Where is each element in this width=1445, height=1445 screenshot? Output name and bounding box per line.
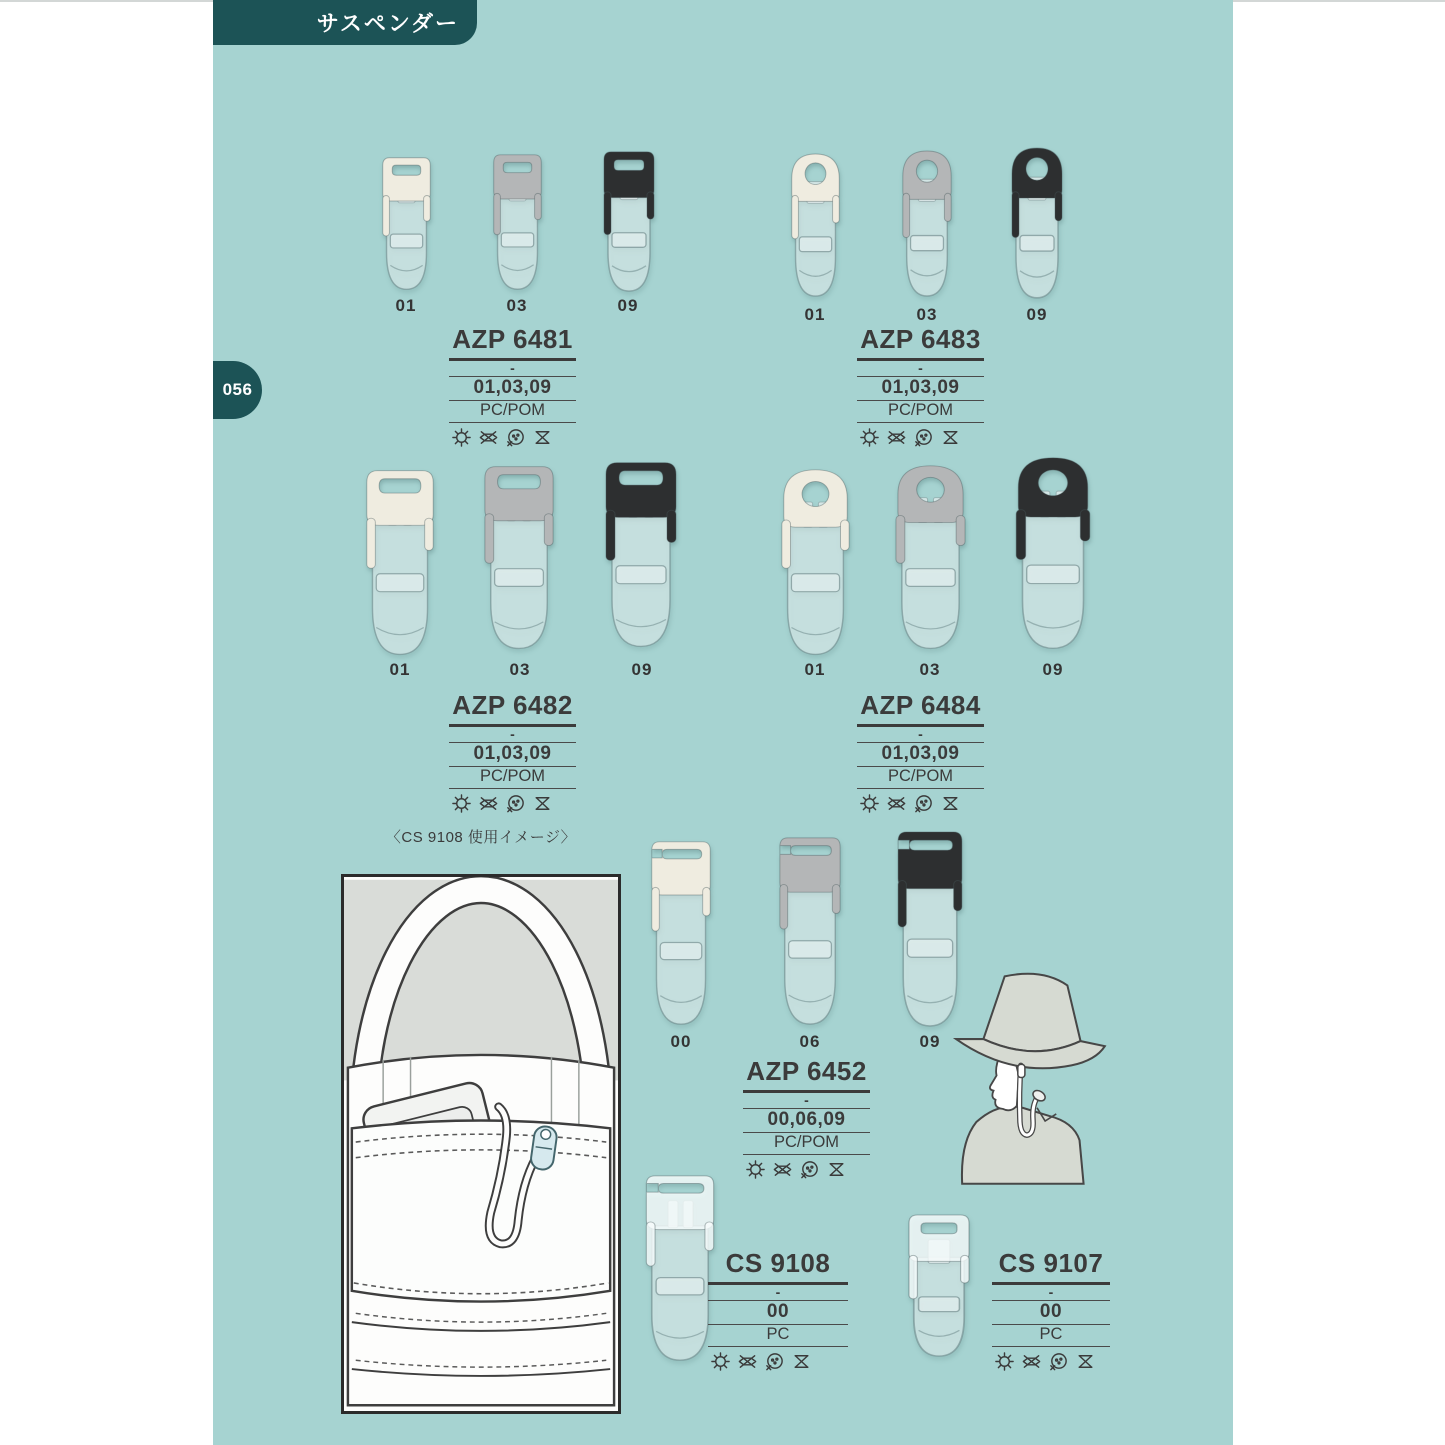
product-dash: - — [449, 361, 576, 377]
product-material: PC/POM — [449, 767, 576, 789]
variant-label: 03 — [919, 660, 941, 679]
section-header-tab — [213, 0, 477, 45]
hat-line-art — [948, 968, 1120, 1186]
usage-illustration-hat — [948, 968, 1120, 1186]
crossed-care-icon — [791, 1351, 812, 1372]
product-code: AZP 6482 — [449, 690, 576, 727]
product-info-azp6452 — [743, 1056, 870, 1180]
variant-label: 01 — [395, 296, 417, 315]
product-photo-azp6481-03 — [489, 152, 546, 293]
product-color-numbers: 01,03,09 — [449, 743, 576, 767]
product-info-azp6483 — [857, 324, 984, 448]
sunburst-care-icon — [994, 1351, 1015, 1372]
product-dash: - — [708, 1285, 848, 1301]
product-photo-azp6482-09 — [602, 460, 680, 650]
care-symbols — [857, 789, 984, 814]
sunburst-care-icon — [859, 427, 880, 448]
crossed-care-icon — [532, 793, 553, 814]
product-material: PC — [992, 1325, 1110, 1347]
product-material: PC — [708, 1325, 848, 1347]
bag-line-art — [344, 877, 618, 1411]
care-symbols — [708, 1347, 848, 1372]
no-wring-care-icon — [772, 1159, 793, 1180]
product-color-numbers: 00 — [708, 1301, 848, 1325]
product-info-cs9108 — [708, 1248, 848, 1372]
care-symbols — [449, 789, 576, 814]
product-material: PC/POM — [857, 767, 984, 789]
product-photo-cs9107 — [903, 1212, 975, 1360]
variant-label: 01 — [804, 305, 826, 324]
product-color-numbers: 01,03,09 — [857, 743, 984, 767]
variant-label: 09 — [617, 296, 639, 315]
product-photo-azp6481-01 — [378, 155, 435, 293]
product-photo-azp6481-09 — [599, 149, 659, 295]
product-photo-azp6483-09 — [1007, 146, 1067, 302]
product-code: AZP 6452 — [743, 1056, 870, 1093]
no-wring-care-icon — [886, 427, 907, 448]
product-code: AZP 6481 — [449, 324, 576, 361]
product-photo-azp6483-01 — [787, 152, 844, 300]
variant-label: 09 — [1026, 305, 1048, 324]
variant-label: 09 — [919, 1032, 941, 1051]
sunburst-care-icon — [710, 1351, 731, 1372]
sunburst-care-icon — [451, 427, 472, 448]
dry-clean-care-icon — [1048, 1351, 1069, 1372]
product-photo-azp6483-03 — [898, 149, 956, 300]
dry-clean-care-icon — [505, 793, 526, 814]
variant-label: 03 — [509, 660, 531, 679]
product-code: CS 9108 — [708, 1248, 848, 1285]
no-wring-care-icon — [737, 1351, 758, 1372]
care-symbols — [449, 423, 576, 448]
crossed-care-icon — [940, 793, 961, 814]
product-color-numbers: 00 — [992, 1301, 1110, 1325]
product-photo-cs9108 — [642, 1172, 718, 1364]
crossed-care-icon — [1075, 1351, 1096, 1372]
variant-label: 03 — [506, 296, 528, 315]
care-symbols — [992, 1347, 1110, 1372]
page-number: 056 — [222, 380, 253, 399]
variant-label: 09 — [631, 660, 653, 679]
product-color-numbers: 00,06,09 — [743, 1109, 870, 1133]
product-info-cs9107 — [992, 1248, 1110, 1372]
product-photo-azp6484-09 — [1012, 456, 1094, 652]
dry-clean-care-icon — [764, 1351, 785, 1372]
care-symbols — [857, 423, 984, 448]
product-color-numbers: 01,03,09 — [449, 377, 576, 401]
product-dash: - — [449, 727, 576, 743]
variant-label: 00 — [670, 1032, 692, 1051]
product-photo-azp6452-00 — [648, 838, 714, 1028]
product-code: CS 9107 — [992, 1248, 1110, 1285]
crossed-care-icon — [826, 1159, 847, 1180]
bag-illustration-caption: 〈CS 9108 使用イメージ〉 — [385, 829, 577, 846]
crossed-care-icon — [532, 427, 553, 448]
product-material: PC/POM — [857, 401, 984, 423]
variant-label: 01 — [804, 660, 826, 679]
product-material: PC/POM — [743, 1133, 870, 1155]
no-wring-care-icon — [478, 427, 499, 448]
no-wring-care-icon — [886, 793, 907, 814]
product-dash: - — [743, 1093, 870, 1109]
product-color-numbers: 01,03,09 — [857, 377, 984, 401]
sunburst-care-icon — [859, 793, 880, 814]
dry-clean-care-icon — [505, 427, 526, 448]
product-photo-azp6484-03 — [892, 464, 969, 652]
product-dash: - — [992, 1285, 1110, 1301]
product-dash: - — [857, 727, 984, 743]
product-photo-azp6482-01 — [363, 468, 437, 658]
variant-label: 06 — [799, 1032, 821, 1051]
section-title: サスペンダー — [316, 11, 459, 36]
product-material: PC/POM — [449, 401, 576, 423]
product-photo-azp6452-06 — [776, 834, 844, 1028]
no-wring-care-icon — [478, 793, 499, 814]
product-info-azp6481 — [449, 324, 576, 448]
product-info-azp6484 — [857, 690, 984, 814]
product-photo-azp6482-03 — [481, 464, 557, 652]
product-code: AZP 6484 — [857, 690, 984, 727]
product-code: AZP 6483 — [857, 324, 984, 361]
product-dash: - — [857, 361, 984, 377]
variant-label: 09 — [1042, 660, 1064, 679]
dry-clean-care-icon — [799, 1159, 820, 1180]
sunburst-care-icon — [451, 793, 472, 814]
variant-label: 03 — [916, 305, 938, 324]
dry-clean-care-icon — [913, 793, 934, 814]
usage-illustration-bag — [341, 874, 621, 1414]
product-info-azp6482 — [449, 690, 576, 814]
no-wring-care-icon — [1021, 1351, 1042, 1372]
sunburst-care-icon — [745, 1159, 766, 1180]
dry-clean-care-icon — [913, 427, 934, 448]
product-photo-azp6484-01 — [778, 468, 853, 658]
variant-label: 01 — [389, 660, 411, 679]
care-symbols — [743, 1155, 870, 1180]
crossed-care-icon — [940, 427, 961, 448]
